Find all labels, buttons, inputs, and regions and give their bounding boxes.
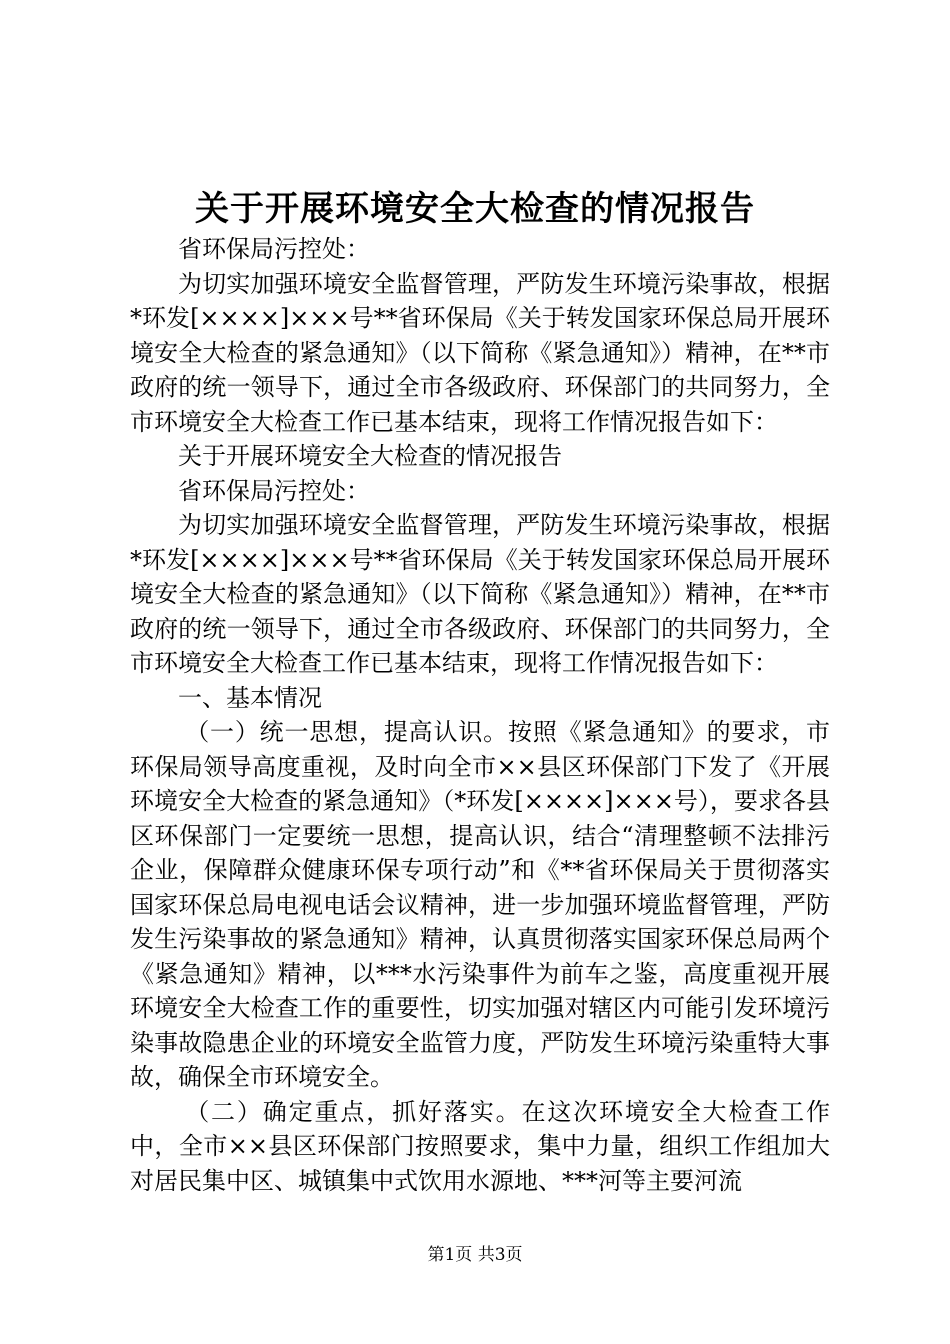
document-body [130,232,830,1198]
page-number-footer: 第1页 共3页 [427,1245,523,1265]
paragraph-salutation-repeat: 省环保局污控处： [178,476,370,505]
paragraph-intro: 为切实加强环境安全监督管理，严防发生环境污染事故，根据*环发[××××]×××号**省环保局《关于转发国家环保总局开展环境安全大检查的紧急通知》（以下简称《紧急通知》）精神，在**市政府的统一领导下，通过全市各级政府、环保部门的共同努力，全市环境安全大检查工作已基本结束，现将工作情况报告如下： [130,269,830,436]
paragraph-salutation: 省环保局污控处： [178,235,370,263]
document-title: 关于开展环境安全大检查的情况报告 [195,189,755,229]
section-heading-basic: 一、基本情况 [178,683,322,712]
paragraph-intro-repeat: 为切实加强环境安全监督管理，严防发生环境污染事故，根据*环发[××××]×××号**省环保局《关于转发国家环保总局开展环境安全大检查的紧急通知》（以下简称《紧急通知》）精神，在**市政府的统一领导下，通过全市各级政府、环保部门的共同努力，全市环境安全大检查工作已基本结束，现将工作情况报告如下： [130,511,830,677]
paragraph-repeated-title: 关于开展环境安全大检查的情况报告 [178,442,562,470]
paragraph-section-1: （一）统一思想，提高认识。按照《紧急通知》的要求，市环保局领导高度重视，及时向全市××县区环保部门下发了《开展环境安全大检查的紧急通知》（*环发[××××]×××号），要求各县区环保部门一定要统一思想，提高认识，结合“清理整顿不法排污企业，保障群众健康环保专项行动”和《**省环保局关于贯彻落实国家环保总局电视电话会议精神，进一步加强环境监督管理，严防发生污染事故的紧急通知》精神，认真贯彻落实国家环保总局两个《紧急通知》精神，以***水污染事件为前车之鉴，高度重视开展环境安全大检查工作的重要性，切实加强对辖区内可能引发环境污染事故隐患企业的环境安全监管力度，严防发生环境污染重特大事故，确保全市环境安全。 [130,718,830,1091]
paragraph-section-2: （二）确定重点，抓好落实。在这次环境安全大检查工作中，全市××县区环保部门按照要求，集中力量，组织工作组加大对居民集中区、城镇集中式饮用水源地、***河等主要河流 [130,1097,830,1195]
